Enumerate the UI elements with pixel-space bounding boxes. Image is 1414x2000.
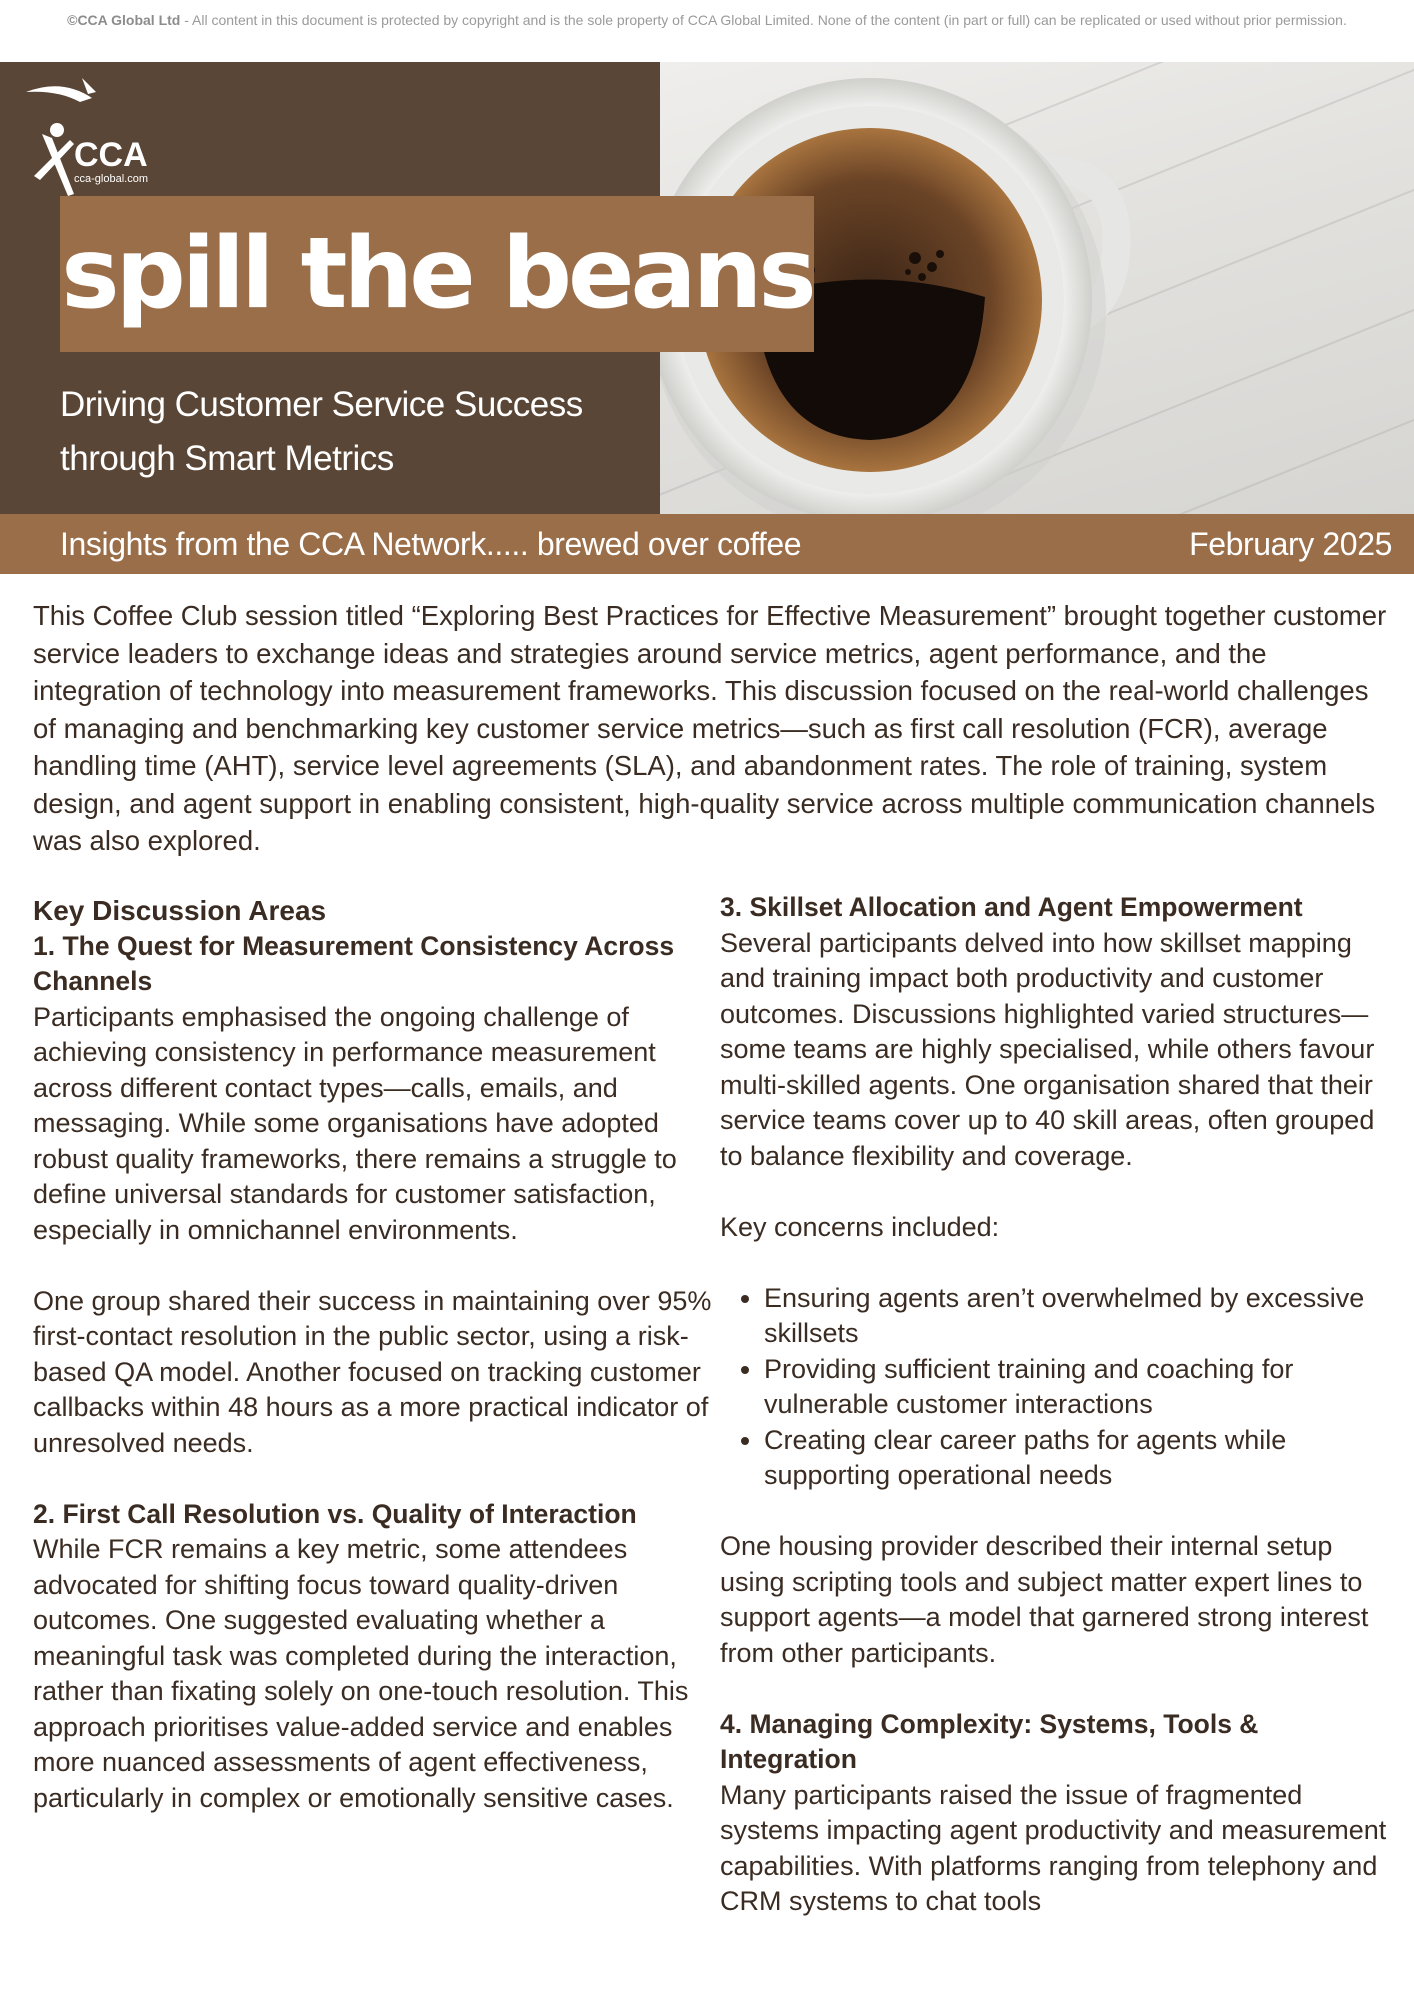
logo-text: CCA <box>74 136 148 174</box>
list-item: • Ensuring agents aren’t overwhelmed by excessive skillsets <box>764 1281 1395 1352</box>
section-2-title: 2. First Call Resolution vs. Quality of Interaction <box>33 1498 637 1529</box>
subtitle-line-2: through Smart Metrics <box>60 439 394 478</box>
section-3-title: 3. Skillset Allocation and Agent Empowerment <box>720 892 1303 922</box>
intro-paragraph: This Coffee Club session titled “Exploring Best Practices for Effective Measurement” brought together customer service leaders to exchange ideas and strategies around service metrics, agent performance, and the integration of technology into measurement frameworks. This discussion focused on the real-world challenges of managing and benchmarking key customer service metrics—such as first call resolution (FCR), average handling time (AHT), service level agreements (SLA), and abandonment rates. The role of training, system design, and agent support in enabling consistent, high-quality service across multiple communication channels was also explored. <box>33 600 1387 856</box>
list-item: • Creating clear career paths for agents while supporting operational needs <box>764 1423 1395 1494</box>
key-concerns-label: Key concerns included: <box>720 1211 1000 1242</box>
cca-logo <box>22 72 162 202</box>
copyright-notice <box>0 10 1414 30</box>
subtitle-line-1: Driving Customer Service Success <box>60 385 583 424</box>
tagline: Insights from the CCA Network..... brewed over coffee <box>60 526 802 562</box>
concerns-list <box>720 1281 1395 1494</box>
section-1-paragraph-2: One group shared their success in maintaining over 95% first-contact resolution in the public sector, using a risk-based QA model. Another focused on tracking customer callbacks within 48 hours as a more practical indicator of unresolved needs. <box>33 1285 712 1458</box>
subtitle <box>60 378 640 486</box>
copyright-owner: ©CCA Global Ltd <box>67 12 181 28</box>
issue-date: February 2025 <box>1189 526 1392 562</box>
key-discussion-heading: Key Discussion Areas <box>33 895 327 926</box>
page-title: spill the beans <box>61 217 813 331</box>
right-column <box>720 890 1395 1920</box>
header-banner <box>0 62 1414 574</box>
section-4-title: 4. Managing Complexity: Systems, Tools & Integration <box>720 1708 1259 1774</box>
section-1-paragraph-1: Participants emphasised the ongoing challenge of achieving consistency in performance measurement across different contact types—calls, emails, and messaging. While some organisations have adopted robust quality frameworks, there remains a struggle to define universal standards for customer satisfaction, especially in omnichannel environments. <box>33 1001 677 1245</box>
copyright-text: - All content in this document is protected by copyright and is the sole property of CCA Global Limited. None of the content (in part or full) can be replicated or used without prior permission. <box>180 12 1347 28</box>
title-box <box>60 196 814 352</box>
left-column <box>33 893 713 1816</box>
section-3-paragraph-2: One housing provider described their internal setup using scripting tools and subject matter expert lines to support agents—a model that garnered strong interest from other participants. <box>720 1531 1369 1668</box>
list-item: • Providing sufficient training and coaching for vulnerable customer interactions <box>764 1352 1395 1423</box>
section-4-paragraph-1: Many participants raised the issue of fragmented systems impacting agent productivity and measurement capabilities. With platforms ranging from telephony and CRM systems to chat tools <box>720 1779 1387 1916</box>
logo-url: cca-global.com <box>74 173 148 185</box>
tagline-strip <box>0 514 1414 574</box>
section-2-paragraph-1: While FCR remains a key metric, some attendees advocated for shifting focus toward quality-driven outcomes. One suggested evaluating whether a meaningful task was completed during the interaction, rather than fixating solely on one-touch resolution. This approach prioritises value-added service and enables more nuanced assessments of agent effectiveness, particularly in complex or emotionally sensitive cases. <box>33 1534 689 1813</box>
section-1-title: 1. The Quest for Measurement Consistency Across Channels <box>33 930 675 996</box>
section-3-paragraph-1: Several participants delved into how skillset mapping and training impact both productivity and customer outcomes. Discussions highlighted varied structures—some teams are highly specialised, while others favour multi-skilled agents. One organisation shared that their service teams cover up to 40 skill areas, often grouped to balance flexibility and coverage. <box>720 927 1375 1171</box>
